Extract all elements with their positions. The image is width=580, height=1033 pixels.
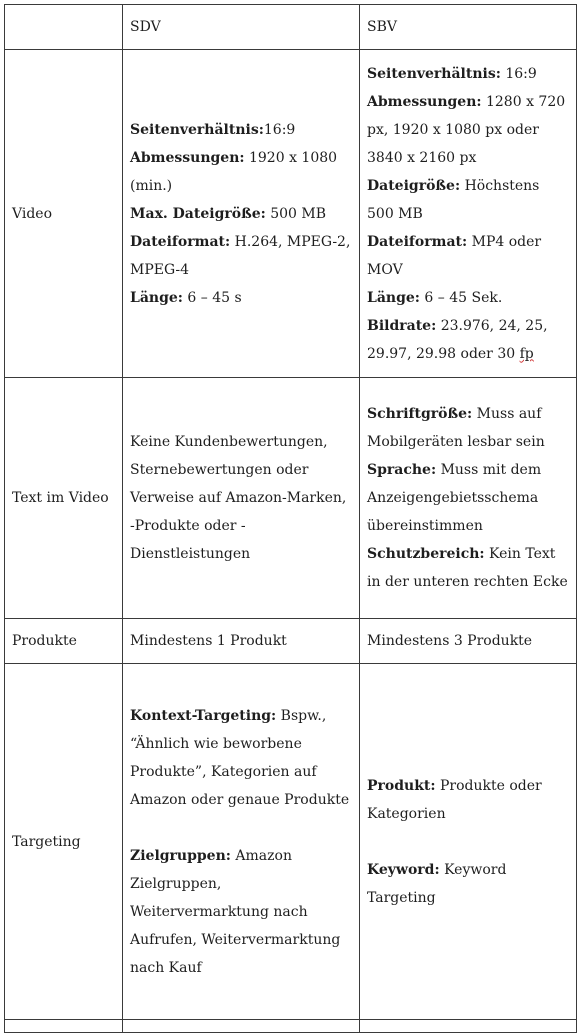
sdv-dims-key: Abmessungen: bbox=[130, 149, 245, 166]
sbv-font-key: Schriftgröße: bbox=[367, 406, 473, 422]
header-sdv: SDV bbox=[123, 5, 360, 50]
cutoff-cell-3 bbox=[360, 1020, 577, 1033]
cell-targeting-sbv bbox=[360, 664, 577, 1020]
cell-text-sdv: Keine Kundenbewertungen, Sternebewertungen oder Verweise auf Amazon-Marken, -Produkte oder -Dienstleistungen bbox=[123, 378, 360, 619]
sbv-dims-value: 1280 x 720 px, 1920 x 1080 px oder 3840 x 2160 px bbox=[367, 93, 566, 166]
sdv-size-value: 500 MB bbox=[265, 205, 327, 222]
sbv-safe-key: Schutzbereich: bbox=[367, 546, 485, 562]
sdv-context-value: Bspw., “Ähnlich wie beworbene Produkte”, Kategorien auf Amazon oder genaue Produkte bbox=[130, 707, 350, 808]
sdv-audience-key: Zielgruppen: bbox=[130, 847, 231, 864]
sdv-length-value: 6 – 45 s bbox=[182, 289, 242, 306]
sbv-format-value: MP4 oder MOV bbox=[367, 233, 542, 278]
cutoff-cell-1 bbox=[5, 1020, 123, 1033]
sbv-aspect-value: 16:9 bbox=[500, 65, 537, 82]
comparison-table bbox=[4, 4, 577, 1033]
header-sbv: SBV bbox=[360, 5, 577, 50]
cutoff-cell-2 bbox=[123, 1020, 360, 1033]
sdv-format-key: Dateiformat: bbox=[130, 233, 231, 250]
sdv-dims-value: 1920 x 1080 (min.) bbox=[130, 149, 338, 194]
sbv-length-value: 6 – 45 Sek. bbox=[419, 289, 503, 306]
sdv-audience-value: Amazon Zielgruppen, Weitervermarktung nach Aufrufen, Weitervermarktung nach Kauf bbox=[130, 847, 341, 976]
sbv-aspect-key: Seitenverhältnis: bbox=[367, 65, 501, 82]
sdv-context-key: Kontext-Targeting: bbox=[130, 707, 277, 724]
cell-targeting-sdv bbox=[123, 664, 360, 1020]
row-targeting bbox=[5, 664, 577, 1020]
sbv-font-value: Muss auf Mobilgeräten lesbar sein bbox=[367, 406, 545, 450]
row-cutoff bbox=[5, 1020, 577, 1033]
sbv-keyword-value: Keyword Targeting bbox=[367, 861, 507, 906]
row-label-text-in-video: Text im Video bbox=[5, 378, 123, 619]
sbv-dims-key: Abmessungen: bbox=[367, 93, 482, 110]
sbv-length-key: Länge: bbox=[367, 289, 420, 306]
spellcheck-underlined-word: fp bbox=[519, 345, 534, 362]
cell-text-sbv bbox=[360, 378, 577, 619]
sdv-format-value: H.264, MPEG-2, MPEG-4 bbox=[130, 233, 351, 278]
sbv-size-key: Dateigröße: bbox=[367, 177, 461, 194]
header-row bbox=[5, 5, 577, 50]
sdv-length-key: Länge: bbox=[130, 289, 183, 306]
cell-products-sbv: Mindestens 3 Produkte bbox=[360, 619, 577, 664]
sbv-keyword-key: Keyword: bbox=[367, 861, 440, 878]
sbv-format-key: Dateiformat: bbox=[367, 233, 468, 250]
cell-video-sbv bbox=[360, 50, 577, 378]
sbv-safe-value: Kein Text in der unteren rechten Ecke bbox=[367, 546, 568, 590]
row-label-video: Video bbox=[5, 50, 123, 378]
sbv-size-value: Höchstens 500 MB bbox=[367, 177, 540, 222]
sbv-lang-value: Muss mit dem Anzeigengebietsschema übereinstimmen bbox=[367, 462, 542, 534]
sbv-product-key: Produkt: bbox=[367, 777, 436, 794]
cell-video-sdv bbox=[123, 50, 360, 378]
sdv-aspect-key: Seitenverhältnis: bbox=[130, 121, 264, 138]
sbv-rate-value: 23.976, 24, 25, 29.97, 29.98 oder 30 bbox=[367, 317, 548, 362]
sbv-lang-key: Sprache: bbox=[367, 462, 437, 478]
row-label-products: Produkte bbox=[5, 619, 123, 664]
sdv-aspect-value: 16:9 bbox=[263, 121, 296, 138]
row-label-targeting: Targeting bbox=[5, 664, 123, 1020]
sbv-rate-key: Bildrate: bbox=[367, 317, 437, 334]
sdv-size-key: Max. Dateigröße: bbox=[130, 205, 266, 222]
cell-products-sdv: Mindestens 1 Produkt bbox=[123, 619, 360, 664]
row-text-in-video bbox=[5, 378, 577, 619]
header-empty-cell bbox=[5, 5, 123, 50]
row-video bbox=[5, 50, 577, 378]
sbv-product-value: Produkte oder Kategorien bbox=[367, 777, 542, 822]
row-products bbox=[5, 619, 577, 664]
